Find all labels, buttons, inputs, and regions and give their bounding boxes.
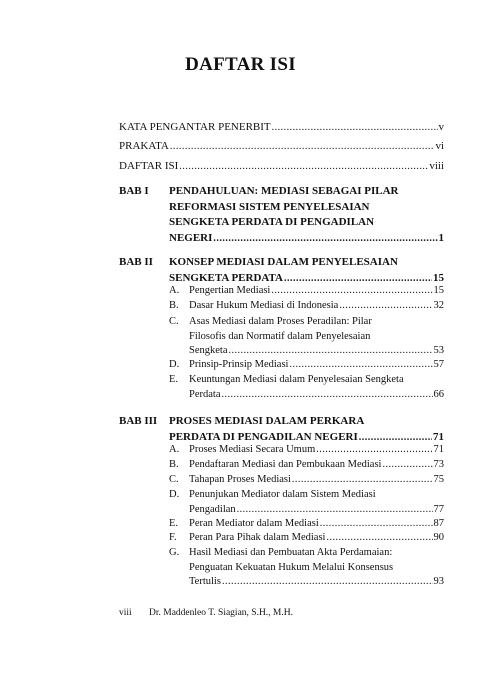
section-title: Prinsip-Prinsip Mediasi	[189, 359, 289, 370]
toc-leader-dots	[237, 503, 433, 518]
section-letter: B.	[169, 459, 179, 470]
toc-section[interactable]	[169, 517, 444, 532]
section-letter: D.	[169, 489, 180, 500]
toc-entry-label: DAFTAR ISI	[119, 160, 179, 172]
toc-section[interactable]	[169, 358, 444, 373]
section-letter: A.	[169, 285, 180, 296]
section-title: Filosofis dan Normatif dalam Penyelesaian	[189, 330, 371, 342]
section-letter: E.	[169, 518, 179, 529]
toc-leader-dots	[213, 231, 437, 247]
section-page: 90	[433, 532, 444, 543]
section-letter: F.	[169, 532, 177, 543]
section-letter: D.	[169, 359, 180, 370]
toc-section[interactable]	[169, 443, 444, 458]
section-title: Tertulis	[189, 576, 221, 587]
toc-section[interactable]	[169, 458, 444, 473]
page-title: DAFTAR ISI	[185, 54, 296, 75]
toc-leader-dots	[289, 358, 432, 373]
toc-section[interactable]	[169, 315, 444, 359]
section-letter: B.	[169, 300, 179, 311]
toc-entry[interactable]	[119, 121, 444, 133]
toc-leader-dots	[320, 517, 433, 532]
section-letter: C.	[169, 474, 179, 485]
section-title: Perdata	[189, 388, 221, 400]
toc-leader-dots	[170, 141, 435, 152]
chapter-title-line: PENDAHULUAN: MEDIASI SEBAGAI PILAR	[169, 185, 399, 197]
toc-leader-dots	[229, 344, 433, 359]
chapter-number: BAB III	[119, 415, 158, 427]
chapter-number: BAB I	[119, 185, 149, 197]
chapter-title-line: PROSES MEDIASI DALAM PERKARA	[169, 415, 365, 427]
toc-section[interactable]	[169, 373, 444, 402]
section-page: 66	[433, 388, 444, 400]
section-page: 77	[433, 503, 444, 515]
section-title: Asas Mediasi dalam Proses Peradilan: Pilar	[189, 316, 372, 327]
toc-section[interactable]	[169, 546, 444, 590]
toc-section[interactable]	[169, 531, 444, 546]
section-letter: C.	[169, 316, 179, 327]
toc-entry[interactable]	[119, 160, 444, 172]
toc-leader-dots	[292, 473, 433, 488]
page-footer	[119, 608, 293, 618]
section-title: Peran Mediator dalam Mediasi	[189, 518, 319, 529]
chapter-title-line: KONSEP MEDIASI DALAM PENYELESAIAN	[169, 256, 398, 268]
toc-section[interactable]	[169, 488, 444, 517]
section-title: Proses Mediasi Secara Umum	[189, 444, 316, 455]
toc-section[interactable]	[169, 473, 444, 488]
chapter-title-line: SENGKETA PERDATA DI PENGADILAN	[169, 216, 375, 228]
section-page: 87	[433, 518, 444, 529]
toc-entry-page: v	[438, 121, 444, 133]
section-title: Keuntungan Mediasi dalam Penyelesaian Sengketa	[189, 374, 404, 385]
section-letter: G.	[169, 547, 180, 558]
toc-leader-dots	[222, 388, 433, 403]
section-title: Pengertian Mediasi	[189, 285, 271, 296]
footer-author: Dr. Maddenleo T. Siagian, S.H., M.H.	[149, 608, 293, 618]
chapter-title-line: PERDATA DI PENGADILAN NEGERI	[169, 430, 358, 443]
toc-leader-dots	[272, 122, 438, 133]
section-letter: A.	[169, 444, 180, 455]
section-title: Hasil Mediasi dan Pembuatan Akta Perdamaian:	[189, 547, 393, 558]
toc-leader-dots	[382, 458, 432, 473]
section-page: 57	[433, 359, 444, 370]
section-page: 75	[433, 474, 444, 485]
section-title: Peran Para Pihak dalam Mediasi	[189, 532, 326, 543]
toc-leader-dots	[339, 299, 432, 314]
section-page: 93	[433, 576, 444, 587]
toc-leader-dots	[326, 531, 432, 546]
chapter-title[interactable]	[169, 255, 444, 286]
toc-leader-dots	[271, 284, 432, 299]
chapter-title[interactable]	[169, 414, 444, 445]
chapter-page: 15	[433, 271, 444, 284]
chapter-page: 1	[438, 231, 444, 244]
section-page: 53	[433, 345, 444, 356]
chapter-title-line: SENGKETA PERDATA	[169, 271, 283, 284]
section-page: 73	[433, 459, 444, 470]
section-title: Pengadilan	[189, 503, 236, 515]
section-title: Sengketa	[189, 345, 228, 356]
section-title: Dasar Hukum Mediasi di Indonesia	[189, 300, 339, 311]
chapter-title-line: NEGERI	[169, 231, 213, 244]
chapter-title[interactable]	[169, 184, 444, 246]
toc-leader-dots	[222, 575, 433, 590]
chapter-page: 71	[433, 430, 444, 443]
section-letter: E.	[169, 374, 179, 385]
chapter-number: BAB II	[119, 256, 153, 268]
toc-entry-label: PRAKATA	[119, 140, 169, 152]
toc-section[interactable]	[169, 299, 444, 314]
toc-entry-page: viii	[429, 160, 444, 172]
chapter-title-line: REFORMASI SISTEM PENYELESAIAN	[169, 200, 370, 213]
footer-page-number: viii	[119, 608, 132, 618]
toc-entry-label: KATA PENGANTAR PENERBIT	[119, 121, 271, 133]
toc-leader-dots	[179, 161, 428, 172]
section-title: Penunjukan Mediator dalam Sistem Mediasi	[189, 489, 376, 500]
section-title: Pendaftaran Mediasi dan Pembukaan Mediasi	[189, 459, 382, 470]
toc-leader-dots	[316, 443, 432, 458]
toc-entry-page: vi	[435, 140, 444, 152]
section-page: 32	[433, 300, 444, 311]
toc-section[interactable]	[169, 284, 444, 299]
toc-entry[interactable]	[119, 140, 444, 152]
section-page: 15	[433, 285, 444, 296]
section-page: 71	[433, 444, 444, 455]
section-title: Penguatan Kekuatan Hukum Melalui Konsensus	[189, 561, 394, 573]
section-title: Tahapan Proses Mediasi	[189, 474, 291, 485]
